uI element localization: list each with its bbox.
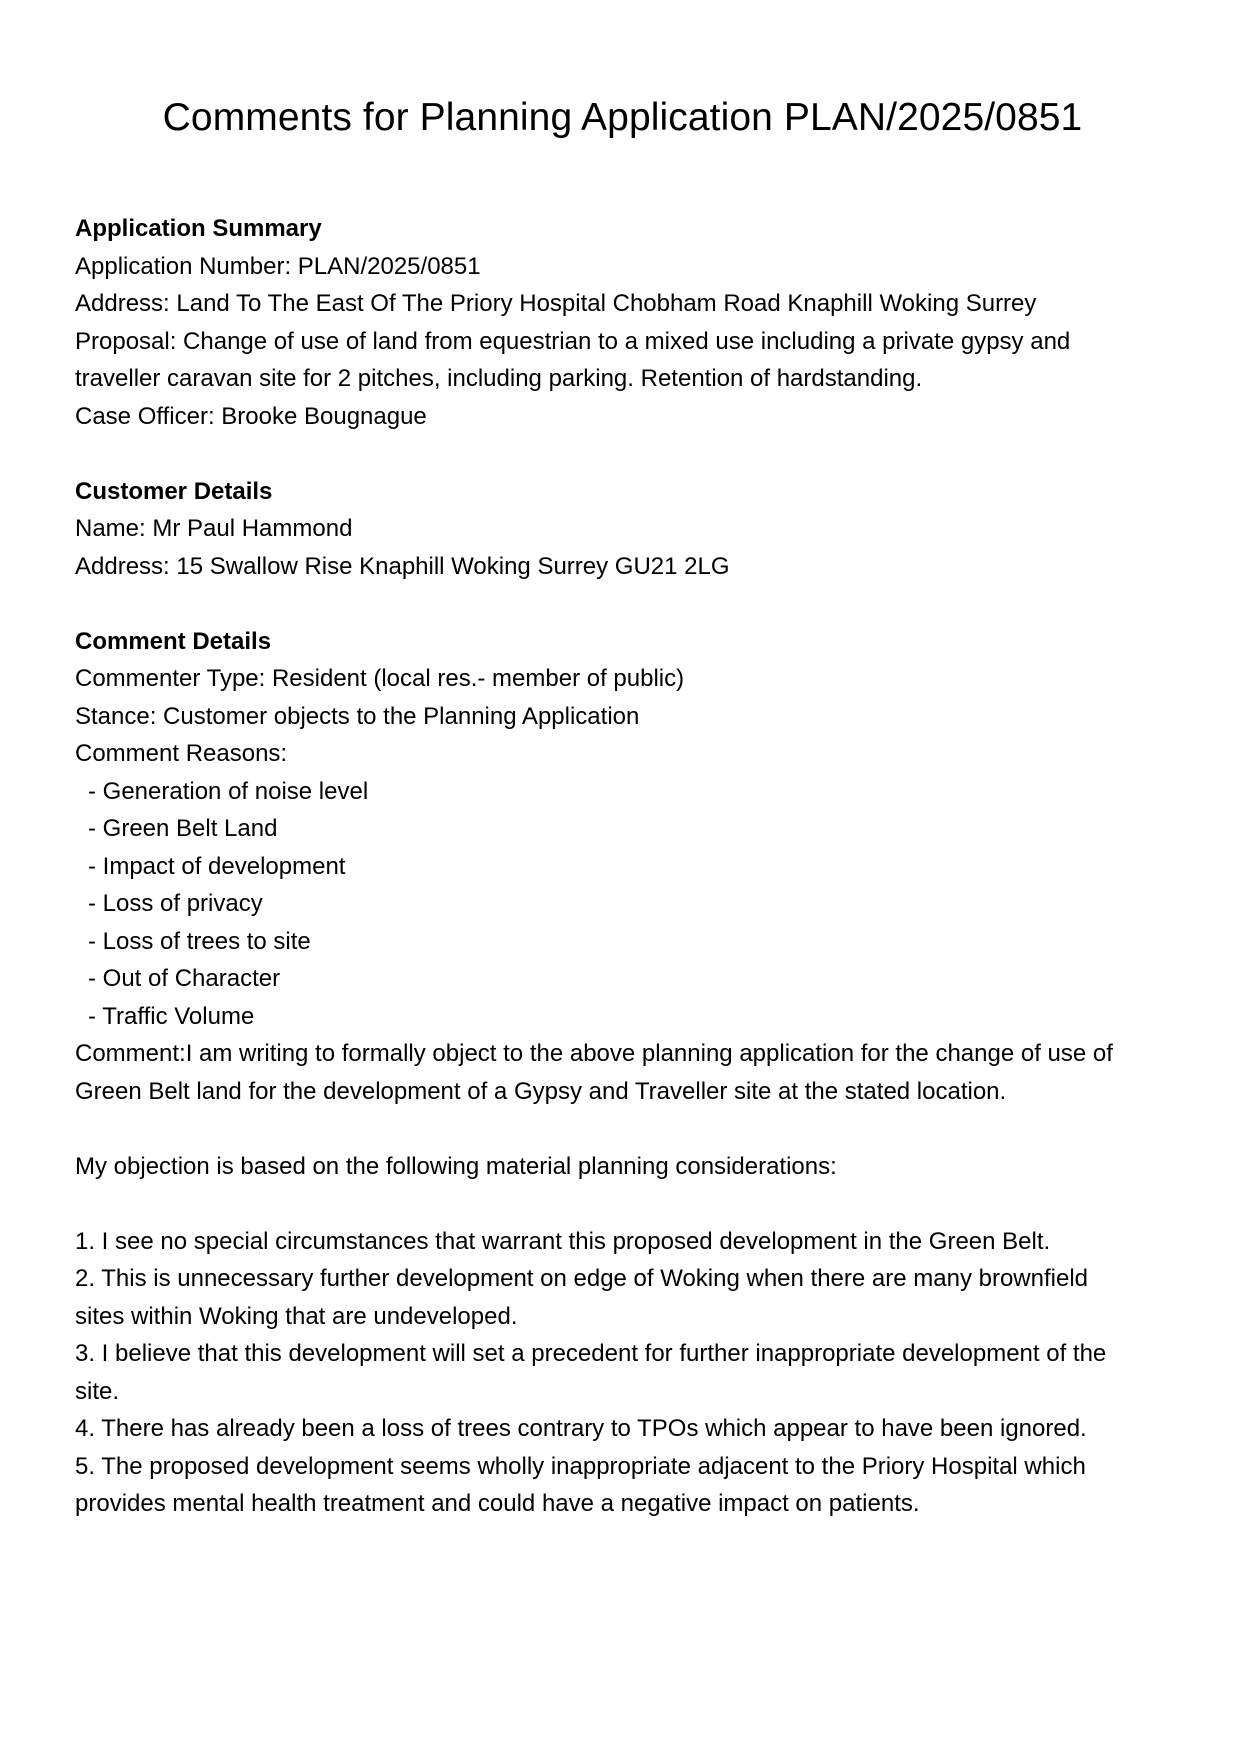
customer-address: Address: 15 Swallow Rise Knaphill Woking Surrey GU21 2LG (75, 552, 730, 580)
list-item: - Impact of development (88, 852, 346, 880)
customer-details-heading: Customer Details (75, 477, 273, 505)
application-address: Address: Land To The East Of The Priory Hospital Chobham Road Knaphill Woking Surrey (75, 290, 1037, 317)
list-item: - Traffic Volume (88, 1002, 255, 1030)
application-summary-section (75, 210, 1170, 435)
objection-point-line: 5. The proposed development seems wholly inappropriate adjacent to the Priory Hospital which (75, 1452, 1086, 1480)
objection-point-line: site. (75, 1377, 120, 1405)
objection-point-line: 2. This is unnecessary further development on edge of Woking when there are many brownfield (75, 1265, 1089, 1292)
objection-point-line: 4. There has already been a loss of trees contrary to TPOs which appear to have been ignored. (75, 1415, 1087, 1442)
comment-reasons-list (75, 773, 1170, 1036)
proposal-line: Proposal: Change of use of land from equestrian to a mixed use including a private gypsy and (75, 327, 1071, 355)
comment-details-heading: Comment Details (75, 627, 272, 655)
commenter-type: Commenter Type: Resident (local res.- member of public) (75, 665, 685, 692)
customer-name: Name: Mr Paul Hammond (75, 515, 353, 542)
list-item: - Out of Character (88, 965, 281, 992)
case-officer: Case Officer: Brooke Bougnague (75, 402, 427, 430)
customer-details-section (75, 473, 1170, 586)
paragraph-gap (75, 1185, 1170, 1223)
list-item: - Generation of noise level (88, 777, 369, 805)
application-number: Application Number: PLAN/2025/0851 (75, 252, 481, 280)
application-summary-heading: Application Summary (75, 215, 322, 242)
list-item: - Loss of trees to site (88, 927, 311, 955)
objection-point-line: 1. I see no special circumstances that warrant this proposed development in the Green Belt. (75, 1227, 1051, 1255)
stance: Stance: Customer objects to the Planning Application (75, 702, 640, 730)
comment-text-line: Comment:I am writing to formally object to the above planning application for the change of use of (75, 1040, 1113, 1067)
list-item: - Green Belt Land (88, 815, 278, 842)
paragraph-gap (75, 1110, 1170, 1148)
objection-points-list (75, 1223, 1170, 1523)
comment-text-line: Green Belt land for the development of a Gypsy and Traveller site at the stated location. (75, 1077, 1007, 1105)
objection-point-line: provides mental health treatment and could have a negative impact on patients. (75, 1490, 920, 1517)
comment-reasons-label: Comment Reasons: (75, 740, 288, 767)
page-title: Comments for Planning Application PLAN/2025/0851 (162, 96, 1083, 139)
objection-point-line: 3. I believe that this development will set a precedent for further inappropriate development of the (75, 1340, 1107, 1367)
objection-intro: My objection is based on the following material planning considerations: (75, 1152, 837, 1180)
comment-details-section (75, 623, 1170, 1523)
proposal-line: traveller caravan site for 2 pitches, including parking. Retention of hardstanding. (75, 365, 923, 392)
list-item: - Loss of privacy (88, 890, 263, 917)
objection-point-line: sites within Woking that are undeveloped. (75, 1302, 518, 1330)
